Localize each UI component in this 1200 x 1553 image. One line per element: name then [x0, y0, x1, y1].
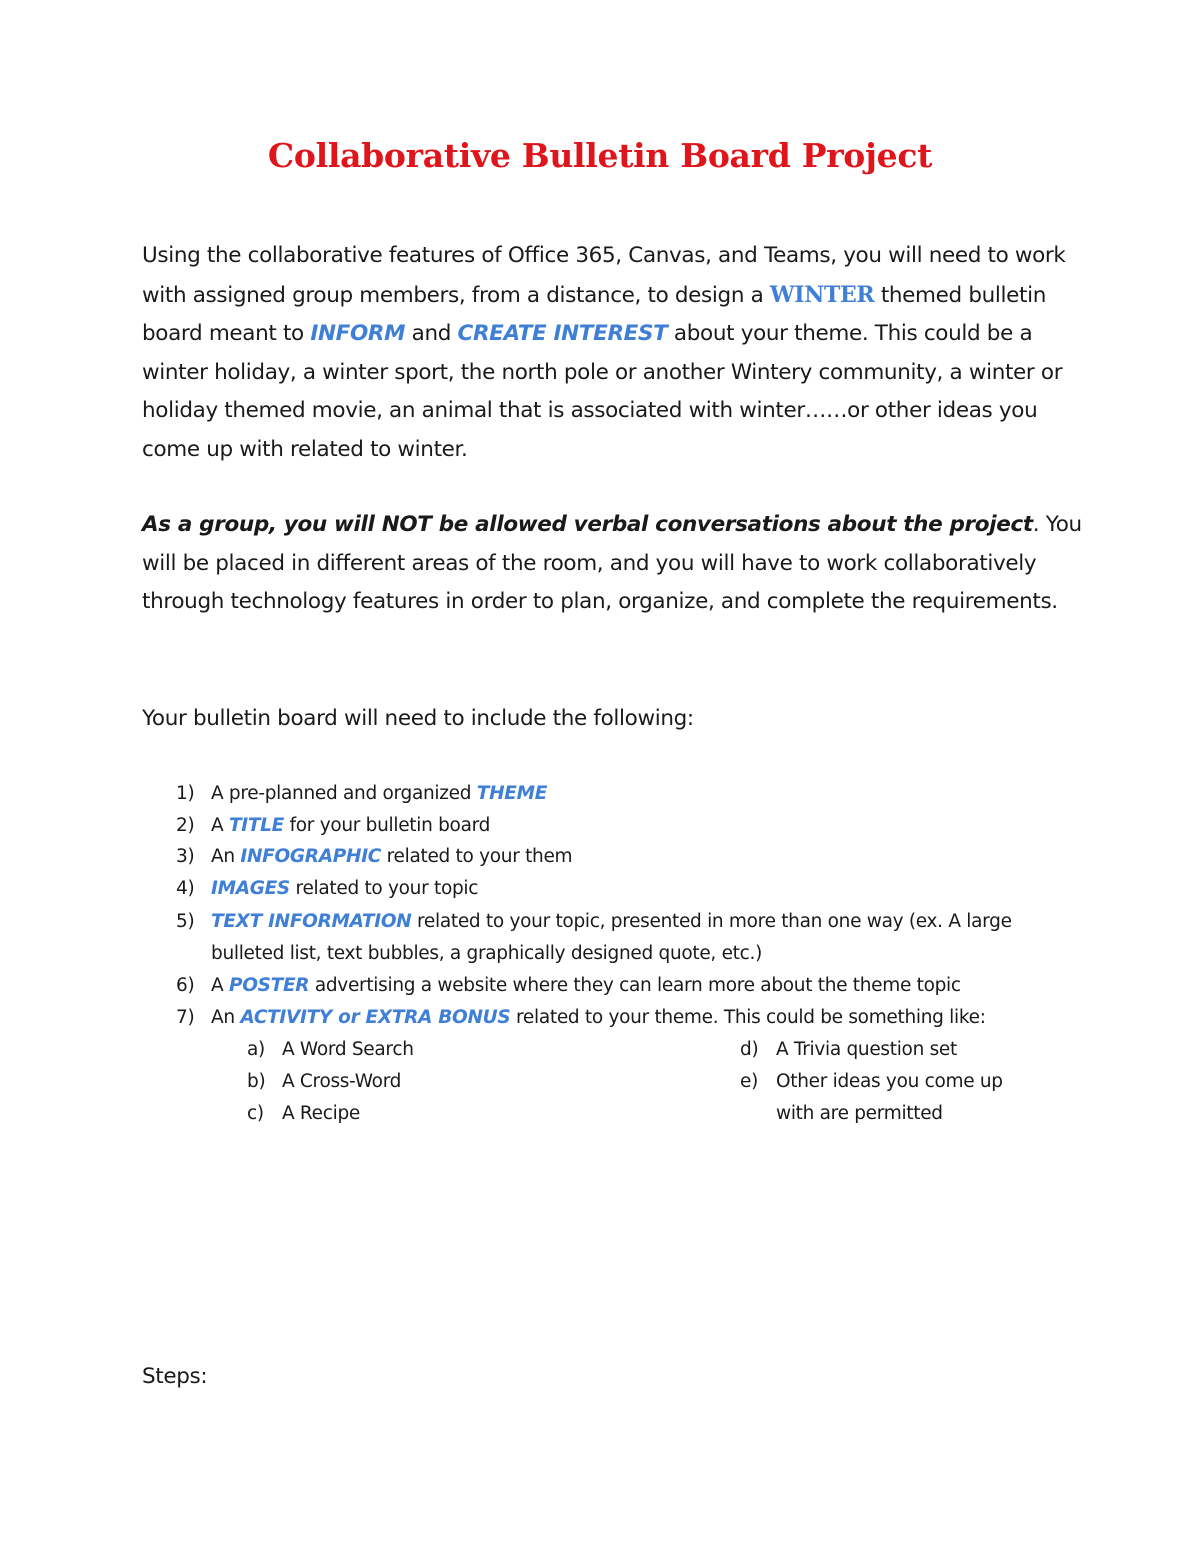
list-item: [0, 873, 1200, 905]
intro-paragraph: [142, 237, 1082, 470]
list-item: [0, 970, 1200, 1002]
list-item-post: related to your topic, presented in more than one way (ex. A large: [411, 911, 1012, 932]
list-item-keyword: INFOGRAPHIC: [240, 846, 382, 867]
list-item-text: [211, 810, 490, 842]
requirements-intro: Your bulletin board will need to include the following:: [142, 706, 694, 731]
list-item-pre: A pre-planned and organized: [211, 783, 477, 804]
list-number: 5): [176, 911, 195, 932]
intro-text-3: and: [405, 321, 458, 347]
list-number: 2): [176, 815, 195, 836]
intro-text-1: Using the collaborative features of Office 365, Canvas, and Teams, you will need to work with assigned group members, from a distance, to design a: [142, 243, 1066, 308]
list-item: [0, 1002, 1200, 1034]
list-item: [0, 778, 1200, 810]
list-item-text: [211, 873, 478, 905]
list-item-text: [211, 841, 572, 873]
list-item-pre: A: [211, 815, 229, 836]
option-letter: a): [247, 1039, 265, 1060]
list-item-text: [211, 1002, 986, 1034]
option-letter: b): [247, 1071, 266, 1092]
list-number: 3): [176, 846, 195, 867]
list-item-continuation-text: bulleted list, text bubbles, a graphically designed quote, etc.): [211, 943, 762, 964]
list-item-keyword: TEXT INFORMATION: [211, 911, 412, 932]
option-letter: d): [740, 1039, 759, 1060]
list-number: 6): [176, 975, 195, 996]
list-item-text: [211, 778, 547, 810]
list-item: [0, 841, 1200, 873]
keyword-inform: INFORM: [310, 321, 406, 347]
list-item-continuation: [0, 938, 1200, 970]
keyword-create-interest: CREATE INTEREST: [457, 321, 668, 347]
option-text: A Cross-Word: [282, 1071, 402, 1092]
option-text: A Recipe: [282, 1103, 360, 1124]
list-item-keyword: TITLE: [228, 815, 284, 836]
list-item-keyword: POSTER: [228, 975, 310, 996]
list-item-text: [211, 970, 961, 1002]
option-text: A Trivia question set: [776, 1039, 957, 1060]
list-item-post: related to your topic: [289, 878, 479, 899]
intro-text-2: themed bulletin board meant to: [142, 282, 1046, 347]
option-text: A Word Search: [282, 1039, 414, 1060]
list-item-keyword: THEME: [476, 783, 548, 804]
keyword-winter: WINTER: [769, 281, 875, 308]
list-item-post: related to your theme. This could be something like:: [510, 1007, 986, 1028]
list-item: [0, 810, 1200, 842]
list-item-keyword: IMAGES: [211, 878, 290, 899]
list-item-pre: An: [211, 1007, 241, 1028]
list-item-keyword: ACTIVITY or EXTRA BONUS: [240, 1007, 511, 1028]
page-title: Collaborative Bulletin Board Project: [267, 136, 933, 175]
option-text: Other ideas you come up: [776, 1071, 1003, 1092]
steps-heading: Steps:: [142, 1364, 208, 1389]
list-number: 4): [176, 878, 195, 899]
group-note-paragraph: [142, 506, 1082, 622]
list-item-post: advertising a website where they can learn more about the theme topic: [309, 975, 961, 996]
list-number: 7): [176, 1007, 195, 1028]
group-note-period: .: [1032, 512, 1040, 537]
list-item-post: for your bulletin board: [284, 815, 491, 836]
list-item-post: related to your them: [381, 846, 573, 867]
list-item-pre: An: [211, 846, 241, 867]
option-text-continuation: with are permitted: [776, 1103, 943, 1124]
list-item: [0, 906, 1200, 938]
list-item-text: [211, 906, 1012, 938]
group-note-text: You will be placed in different areas of the room, and you will have to work collaboratively through technology features in order to plan, organize, and complete the requirements.: [142, 512, 1082, 615]
list-item-pre: A: [211, 975, 229, 996]
intro-text-4: about your theme. This could be a winter holiday, a winter sport, the north pole or another Wintery community, a winter or holiday themed movie, an animal that is associated with winter……or other ideas you come up with related to winter.: [142, 321, 1063, 462]
group-note-bold: As a group, you will NOT be allowed verbal conversations about the project: [142, 512, 1033, 537]
option-letter: e): [740, 1071, 758, 1092]
option-letter: c): [247, 1103, 264, 1124]
list-number: 1): [176, 783, 195, 804]
